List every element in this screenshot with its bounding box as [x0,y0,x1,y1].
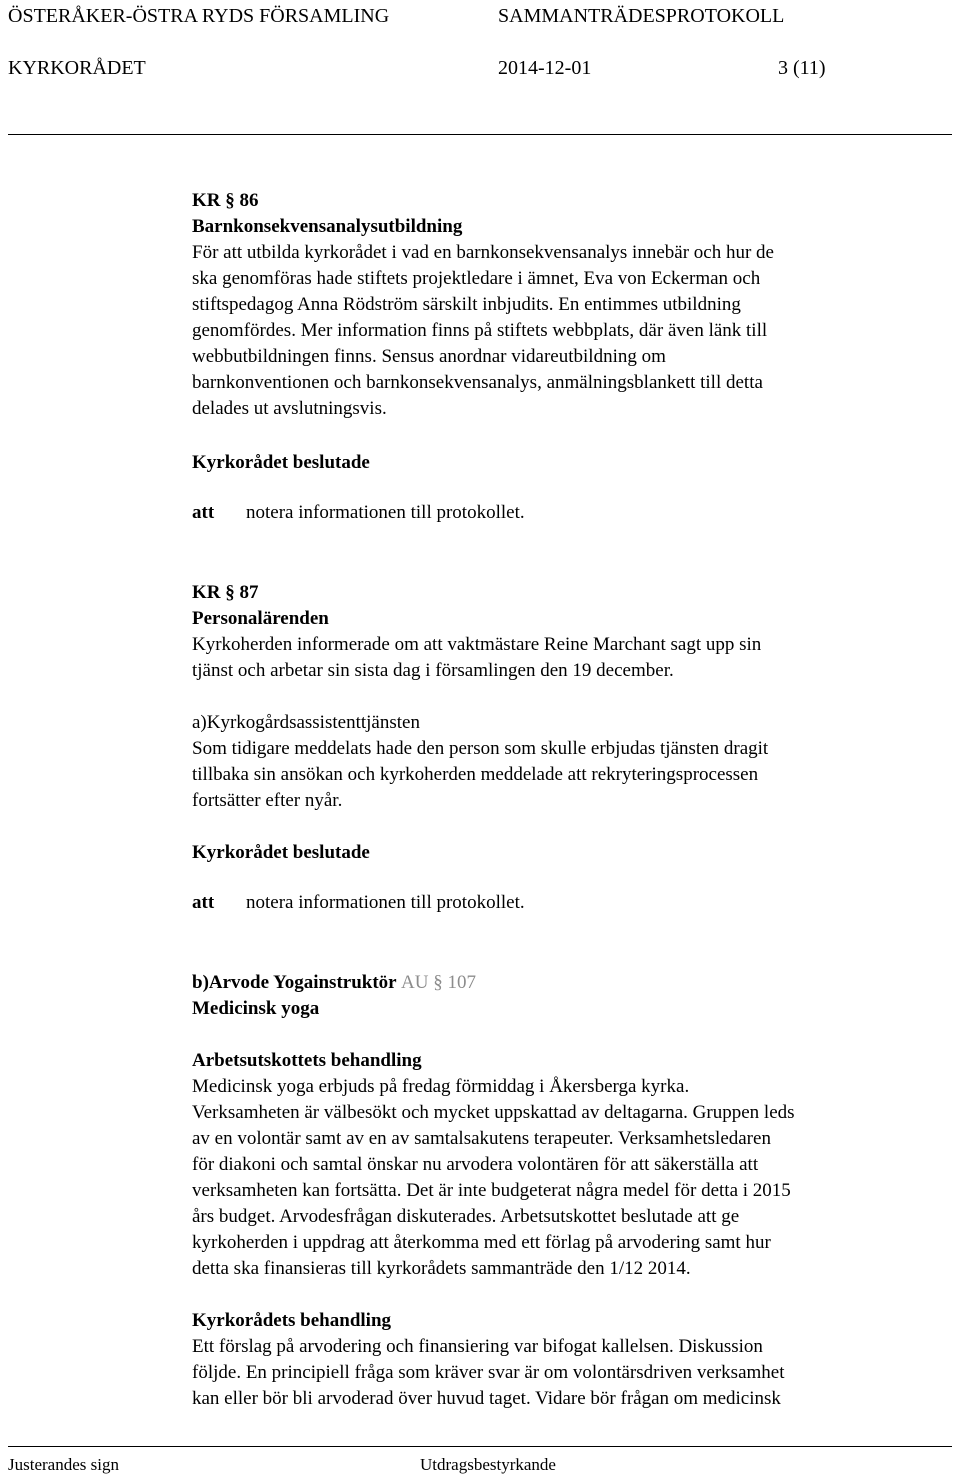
text-line: barnkonventionen och barnkonsekvensanalys, anmälningsblankett till detta [192,372,763,393]
subsection-title-text: b)Arvode Yogainstruktör [192,972,397,993]
section-kr-86 [192,188,932,422]
text-line: kyrkoherden i uppdrag att återkomma med ett förlag på arvodering samt hur [192,1232,771,1253]
board-name: KYRKORÅDET [8,57,146,79]
section-body [192,240,932,422]
decision-text: notera informationen till protokollet. [246,502,525,523]
section-title: Barnkonsekvensanalysutbildning [192,216,463,237]
text-line: verksamheten kan fortsätta. Det är inte budgeterat några medel för detta i 2015 [192,1180,791,1201]
text-line: av en volontär samt av en av samtalsakutens terapeuter. Verksamhetsledaren [192,1128,771,1149]
text-line: För att utbilda kyrkorådet i vad en barnkonsekvensanalys innebär och hur de [192,242,774,263]
decision-heading: Kyrkorådet beslutade [192,452,370,473]
text-line: Ett förslag på arvodering och finansiering var bifogat kallelsen. Diskussion [192,1336,763,1357]
decision-row [192,500,932,526]
subsection-title [192,970,932,996]
footer-divider [8,1446,952,1447]
text-line: för diakoni och samtal önskar nu arvodera volontären för att säkerställa att [192,1154,759,1175]
text-line: Verksamheten är välbesökt och mycket uppskattad av deltagarna. Gruppen leds [192,1102,795,1123]
subsection-subtitle: Medicinsk yoga [192,998,320,1019]
signature-label: Justerandes sign [8,1455,119,1474]
certification-label: Utdragsbestyrkande [420,1455,556,1474]
au-treatment [192,1048,932,1282]
text-line: fortsätter efter nyår. [192,790,343,811]
text-line: detta ska finansieras till kyrkorådets sammanträde den 1/12 2014. [192,1258,691,1279]
text-line: stiftspedagog Anna Rödström särskilt inbjudits. En entimmes utbildning [192,294,741,315]
text-line: delades ut avslutningsvis. [192,398,387,419]
text-line: tillbaka sin ansökan och kyrkoherden meddelade att rekryteringsprocessen [192,764,759,785]
section-kr-87 [192,580,932,684]
text-line: Medicinsk yoga erbjuds på fredag förmiddag i Åkersberga kyrka. [192,1076,690,1097]
text-line: års budget. Arvodesfrågan diskuterades. Arbetsutskottet beslutade att ge [192,1206,740,1227]
parish-name: ÖSTERÅKER-ÖSTRA RYDS FÖRSAMLING [8,5,390,27]
kr-heading: Kyrkorådets behandling [192,1310,392,1331]
decision-word: att [192,502,215,523]
text-line: ska genomföras hade stiftets projektledare i ämnet, Eva von Eckerman och [192,268,761,289]
subsection-title: a)Kyrkogårdsassistenttjänsten [192,712,420,733]
document-type: SAMMANTRÄDESPROTOKOLL [498,5,785,27]
text-line: genomfördes. Mer information finns på stiftets webbplats, där även länk till [192,320,768,341]
kr-treatment [192,1308,932,1412]
decision-word: att [192,892,215,913]
section-title: Personalärenden [192,608,329,629]
section-number: KR § 86 [192,190,259,211]
decision-heading: Kyrkorådet beslutade [192,842,370,863]
decision-kr-87 [192,840,932,916]
text-line: följde. En principiell fråga som kräver svar är om volontärsdriven verksamhet [192,1362,785,1383]
decision-text: notera informationen till protokollet. [246,892,525,913]
header-divider [8,134,952,135]
text-line: webbutbildningen finns. Sensus anordnar vidareutbildning om [192,346,666,367]
section-number: KR § 87 [192,582,259,603]
subsection-a [192,710,932,814]
text-line: tjänst och arbetar sin sista dag i församlingen den 19 december. [192,660,674,681]
page-number: 3 (11) [778,57,826,79]
meeting-date: 2014-12-01 [498,57,592,79]
decision-row [192,890,932,916]
au-reference: AU § 107 [401,972,476,993]
subsection-b [192,970,932,1022]
text-line: Kyrkoherden informerade om att vaktmästare Reine Marchant sagt upp sin [192,634,762,655]
text-line: kan eller bör bli arvoderad över huvud taget. Vidare bör frågan om medicinsk [192,1388,781,1409]
text-line: Som tidigare meddelats hade den person som skulle erbjudas tjänsten dragit [192,738,769,759]
au-heading: Arbetsutskottets behandling [192,1050,422,1071]
decision-kr-86 [192,450,932,526]
